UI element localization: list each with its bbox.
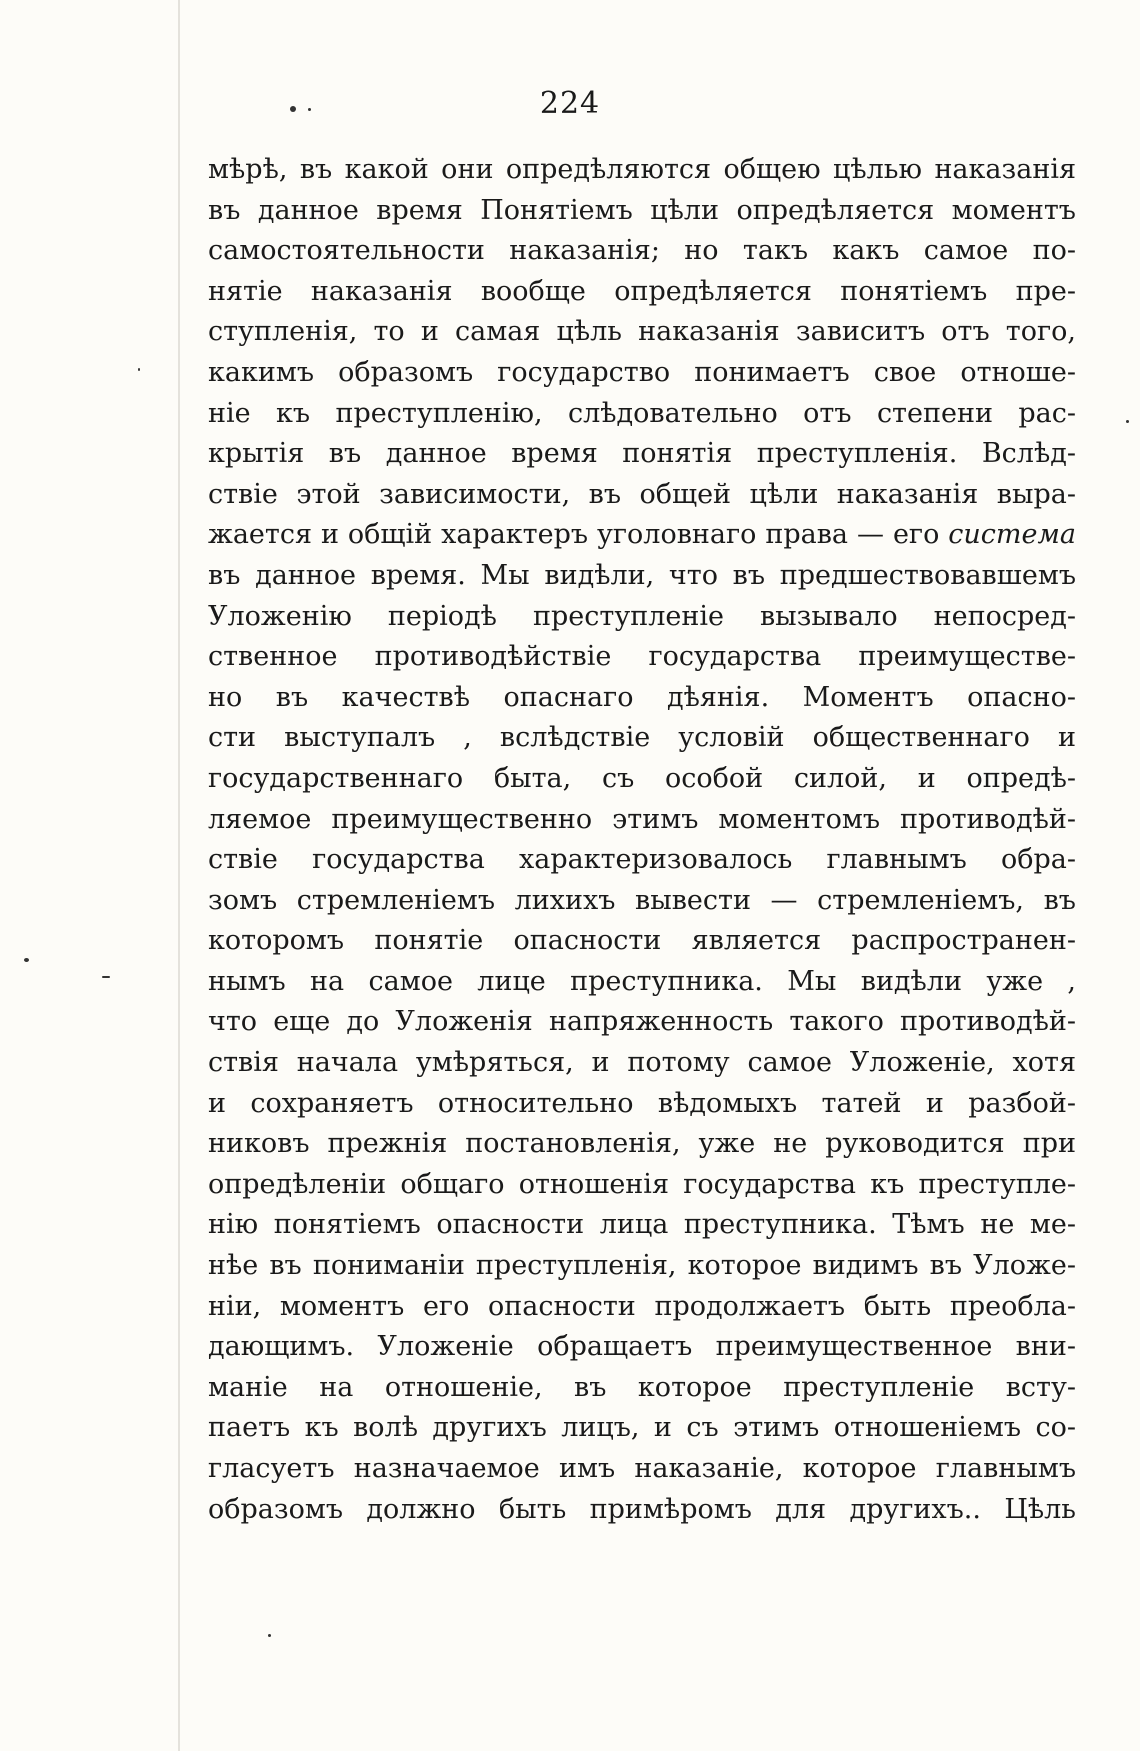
text-line: ніе къ преступленію, слѣдовательно отъ степени рас- <box>208 397 1076 429</box>
text-line: ствіе этой зависимости, въ общей цѣли наказанія выра- <box>208 478 1076 510</box>
text-line: ственное противодѣйствіе государства преимуществе- <box>208 641 1076 673</box>
text-line: какимъ образомъ государство понимаетъ свое отноше- <box>208 356 1076 388</box>
text-line-with-emphasis <box>208 515 1076 556</box>
text-line: самостоятельности наказанія; но такъ какъ самое по- <box>208 235 1076 267</box>
text-line: ствія начала умѣряться, и потому самое Уложеніе, хотя <box>208 1047 1076 1079</box>
text-line: дающимъ. Уложеніе обращаетъ преимущественное вни- <box>208 1331 1076 1363</box>
text-line: ствіе государства характеризовалось главнымъ обра- <box>208 844 1076 876</box>
text-line: нятіе наказанія вообще опредѣляется понятіемъ пре- <box>208 275 1076 307</box>
text-line: въ данное время. Мы видѣли, что въ предшествовавшемъ <box>208 559 1076 591</box>
text-line-part: жается и общій характеръ уголовнаго права — его <box>208 519 940 551</box>
text-line: но въ качествѣ опаснаго дѣянія. Моментъ опасно- <box>208 681 1076 713</box>
text-line: нѣе въ пониманіи преступленія, которое видимъ въ Уложе- <box>208 1250 1076 1282</box>
text-line: Уложенію періодѣ преступленіе вызывало непосред- <box>208 600 1076 632</box>
text-line: государственнаго быта, съ особой силой, и опредѣ- <box>208 762 1076 794</box>
text-line: образомъ должно быть примѣромъ для другихъ.. Цѣль <box>208 1493 1076 1525</box>
print-speck <box>24 958 29 962</box>
text-line: зомъ стремленіемъ лихихъ вывести — стремленіемъ, въ <box>208 884 1076 916</box>
emphasis-word: система <box>948 519 1076 551</box>
text-line: ніи, моментъ его опасности продолжаетъ быть преобла- <box>208 1290 1076 1322</box>
text-line: паетъ къ волѣ другихъ лицъ, и съ этимъ отношеніемъ со- <box>208 1412 1076 1444</box>
body-text <box>208 150 1076 1530</box>
print-speck <box>138 368 140 371</box>
text-line: въ данное время Понятіемъ цѣли опредѣляется моментъ <box>208 194 1076 226</box>
text-line: сти выступалъ , вслѣдствіе условій общественнаго и <box>208 722 1076 754</box>
text-line: ступленія, то и самая цѣль наказанія зависитъ отъ того, <box>208 316 1076 348</box>
text-line: которомъ понятіе опасности является распространен- <box>208 925 1076 957</box>
text-line: нымъ на самое лице преступника. Мы видѣли уже , <box>208 965 1076 997</box>
text-line: что еще до Уложенія напряженность такого противодѣй- <box>208 1006 1076 1038</box>
text-line: никовъ прежнія постановленія, уже не руководится при <box>208 1128 1076 1160</box>
text-line: гласуетъ назначаемое имъ наказаніе, которое главнымъ <box>208 1453 1076 1484</box>
print-speck <box>1126 420 1129 423</box>
print-speck <box>102 976 110 978</box>
text-line: нію понятіемъ опасности лица преступника. Тѣмъ не ме- <box>208 1209 1076 1241</box>
text-line: ляемое преимущественно этимъ моментомъ противодѣй- <box>208 803 1076 835</box>
page-gutter <box>178 0 180 1751</box>
text-line: мѣрѣ, въ какой они опредѣляются общею цѣлью наказанія <box>208 154 1076 185</box>
print-speck <box>268 1634 271 1637</box>
page-number: 224 <box>539 86 601 121</box>
text-line: и сохраняетъ относительно вѣдомыхъ татей и разбой- <box>208 1087 1076 1119</box>
text-line: опредѣленіи общаго отношенія государства къ преступле- <box>208 1168 1076 1200</box>
text-line: маніе на отношеніе, въ которое преступленіе всту- <box>208 1371 1076 1403</box>
text-line: крытія въ данное время понятія преступленія. Вслѣд- <box>208 438 1076 470</box>
